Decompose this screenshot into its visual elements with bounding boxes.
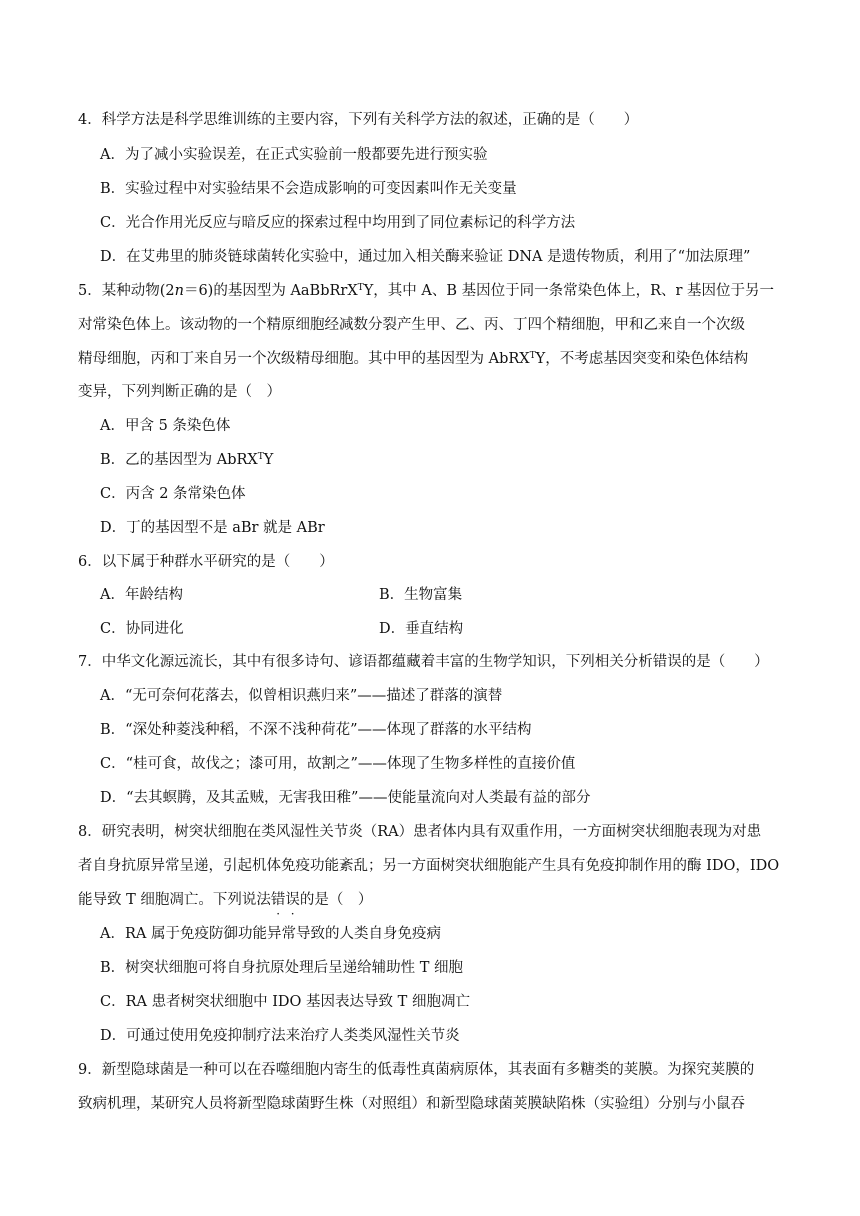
question-6-option-c: C．协同进化	[100, 621, 184, 637]
question-5-option-d: D．丁的基因型不是 aBr 就是 ABr	[100, 520, 325, 536]
question-6-option-a: A．年龄结构	[100, 587, 183, 603]
question-7-option-b: B．“深处种菱浅种稻，不深不浅种荷花”——体现了群落的水平结构	[100, 722, 532, 738]
question-8-stem-line-1: 8．研究表明，树突状细胞在类风湿性关节炎（RA）患者体内具有双重作用，一方面树突状细胞表现为对患	[78, 824, 762, 840]
question-4-option-a: A．为了减小实验误差，在正式实验前一般都要先进行预实验	[100, 147, 488, 163]
question-8-option-b: B．树突状细胞可将自身抗原处理后呈递给辅助性 T 细胞	[100, 960, 464, 976]
question-6-option-b: B．生物富集	[379, 587, 463, 603]
question-7-stem: 7．中华文化源远流长，其中有很多诗句、谚语都蕴藏着丰富的生物学知识，下列相关分析错误的是（ ）	[78, 654, 769, 670]
question-8-option-a: A．RA 属于免疫防御功能异常导致的人类自身免疫病	[100, 926, 441, 942]
emphasis-mark: 错	[270, 892, 286, 908]
question-6-option-d: D．垂直结构	[379, 621, 464, 637]
question-4-option-d: D．在艾弗里的肺炎链球菌转化实验中，通过加入相关酶来验证 DNA 是遗传物质，利用了“加法原理”	[100, 249, 751, 265]
question-4-option-c: C．光合作用光反应与暗反应的探索过程中均用到了同位素标记的科学方法	[100, 215, 576, 231]
question-5-stem-line-4: 变异，下列判断正确的是（ ）	[78, 384, 281, 400]
question-8-option-d: D．可通过使用免疫抑制疗法来治疗人类类风湿性关节炎	[100, 1028, 460, 1044]
question-5-stem-line-2: 对常染色体上。该动物的一个精原细胞经减数分裂产生甲、乙、丙、丁四个精细胞，甲和乙来自一个次级	[78, 317, 745, 333]
question-5-stem-line-1: 5．某种动物(2n＝6)的基因型为 AaBbRrX$^T$Y，其中 A、B 基因位于同一条常染色体上，R、r 基因位于另一	[78, 283, 775, 299]
question-4-option-b: B．实验过程中对实验结果不会造成影响的可变因素叫作无关变量	[100, 181, 517, 197]
question-8-stem-line-3: 能导致 T 细胞凋亡。下列说法错误的是（ ）	[78, 892, 373, 908]
question-4-stem: 4．科学方法是科学思维训练的主要内容，下列有关科学方法的叙述，正确的是（ ）	[78, 112, 639, 128]
question-5-option-c: C．丙含 2 条常染色体	[100, 486, 246, 502]
question-7-option-d: D．“去其螟腾，及其孟贼，无害我田稚”——使能量流向对人类最有益的部分	[100, 790, 591, 806]
question-7-option-c: C．“桂可食，故伐之；漆可用，故割之”——体现了生物多样性的直接价值	[100, 756, 576, 772]
question-9-stem-line-2: 致病机理，某研究人员将新型隐球菌野生株（对照组）和新型隐球菌荚膜缺陷株（实验组）分别与小鼠吞	[78, 1096, 745, 1112]
emphasis-mark: 误	[285, 892, 300, 908]
question-5-option-b: B．乙的基因型为 AbRX$^T$Y	[100, 452, 274, 468]
question-9-stem-line-1: 9．新型隐球菌是一种可以在吞噬细胞内寄生的低毒性真菌病原体，其表面有多糖类的荚膜。为探究荚膜的	[78, 1062, 755, 1078]
question-8-stem-line-2: 者自身抗原异常呈递，引起机体免疫功能紊乱；另一方面树突状细胞能产生具有免疫抑制作用的酶 IDO，IDO	[78, 858, 780, 874]
question-8-option-c: C．RA 患者树突状细胞中 IDO 基因表达导致 T 细胞凋亡	[100, 994, 470, 1010]
question-7-option-a: A．“无可奈何花落去，似曾相识燕归来”——描述了群落的演替	[100, 688, 503, 704]
question-5-option-a: A．甲含 5 条染色体	[100, 418, 231, 434]
question-6-stem: 6．以下属于种群水平研究的是（ ）	[78, 554, 334, 570]
question-5-stem-line-3: 精母细胞，丙和丁来自另一个次级精母细胞。其中甲的基因型为 AbRX$^T$Y，不考虑基因突变和染色体结构	[78, 351, 749, 367]
